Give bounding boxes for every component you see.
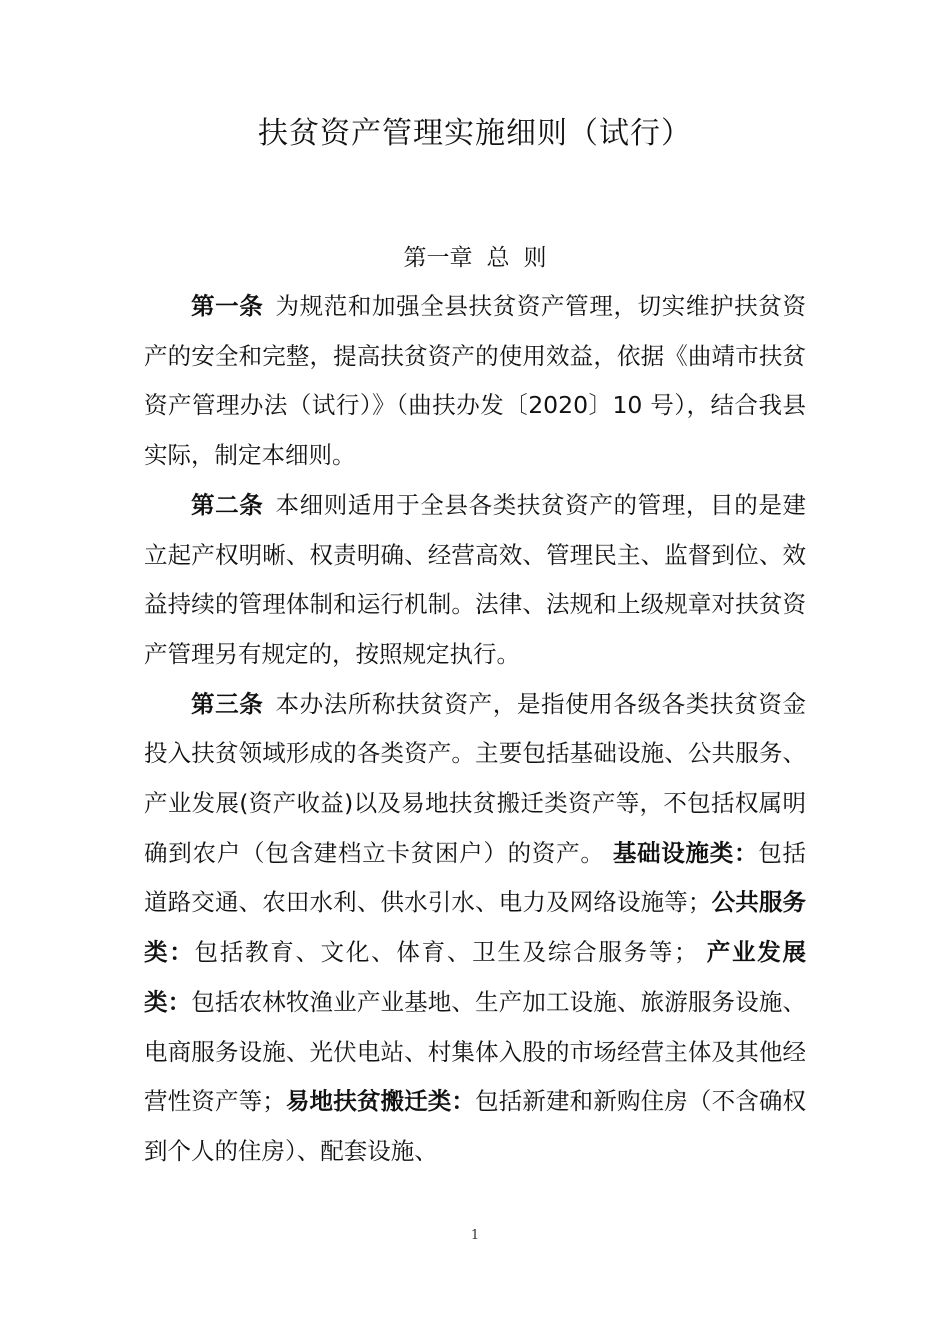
category-term: 基础设施类： — [612, 838, 759, 867]
chapter-number: 第一章 — [403, 245, 473, 271]
page-number: 1 — [470, 1228, 480, 1243]
chapter-heading — [0, 240, 950, 276]
category-text: 包括农林牧渔业产业基地、生产加工设施、旅游服务设施、电商服务设施、光伏电站、村集体入股的市场经营主体及其他经营性资产等； — [144, 987, 806, 1116]
category-text: 包括教育、文化、体育、卫生及综合服务等； — [194, 938, 698, 967]
article-intro: 本办法所称扶贫资产，是指使用各级各类扶贫资金投入扶贫领域形成的各类资产。主要包括基础设施、公共服务、产业发展(资产收益)以及易地扶贫搬迁类资产等，不包括权属明确到农户（包含建档立卡贫困户）的资产。 — [144, 689, 806, 867]
article-label: 第二条 — [191, 490, 264, 519]
chapter-name: 总 — [486, 245, 510, 271]
category-text: 包括道路交通、农田水利、供水引水、电力及网络设施等； — [144, 838, 807, 917]
article-3 — [144, 680, 806, 1177]
category-term: 产业发展类： — [144, 938, 807, 1016]
article-label: 第一条 — [191, 292, 264, 320]
category-text: 包括新建和新购住房（不含确权到个人的住房）、配套设施、 — [144, 1087, 807, 1165]
body-text — [144, 282, 806, 1177]
article-1 — [144, 282, 806, 481]
article-text: 为规范和加强全县扶贫资产管理，切实维护扶贫资产的安全和完整，提高扶贫资产的使用效益，依据《曲靖市扶贫资产管理办法（试行）》（曲扶办发〔2020〕10 号），结合我县实际，制定本细则。 — [144, 292, 806, 470]
category-term: 公共服务类： — [144, 888, 807, 967]
category-term: 易地扶贫搬迁类： — [285, 1087, 476, 1116]
article-label: 第三条 — [191, 689, 264, 718]
article-2 — [144, 481, 806, 680]
article-text: 本细则适用于全县各类扶贫资产的管理，目的是建立起产权明晰、权责明确、经营高效、管理民主、监督到位、效益持续的管理体制和运行机制。法律、法规和上级规章对扶贫资产管理另有规定的，按照规定执行。 — [144, 490, 806, 668]
document-title: 扶贫资产管理实施细则（试行） — [258, 116, 692, 151]
chapter-name-2: 则 — [523, 245, 547, 271]
